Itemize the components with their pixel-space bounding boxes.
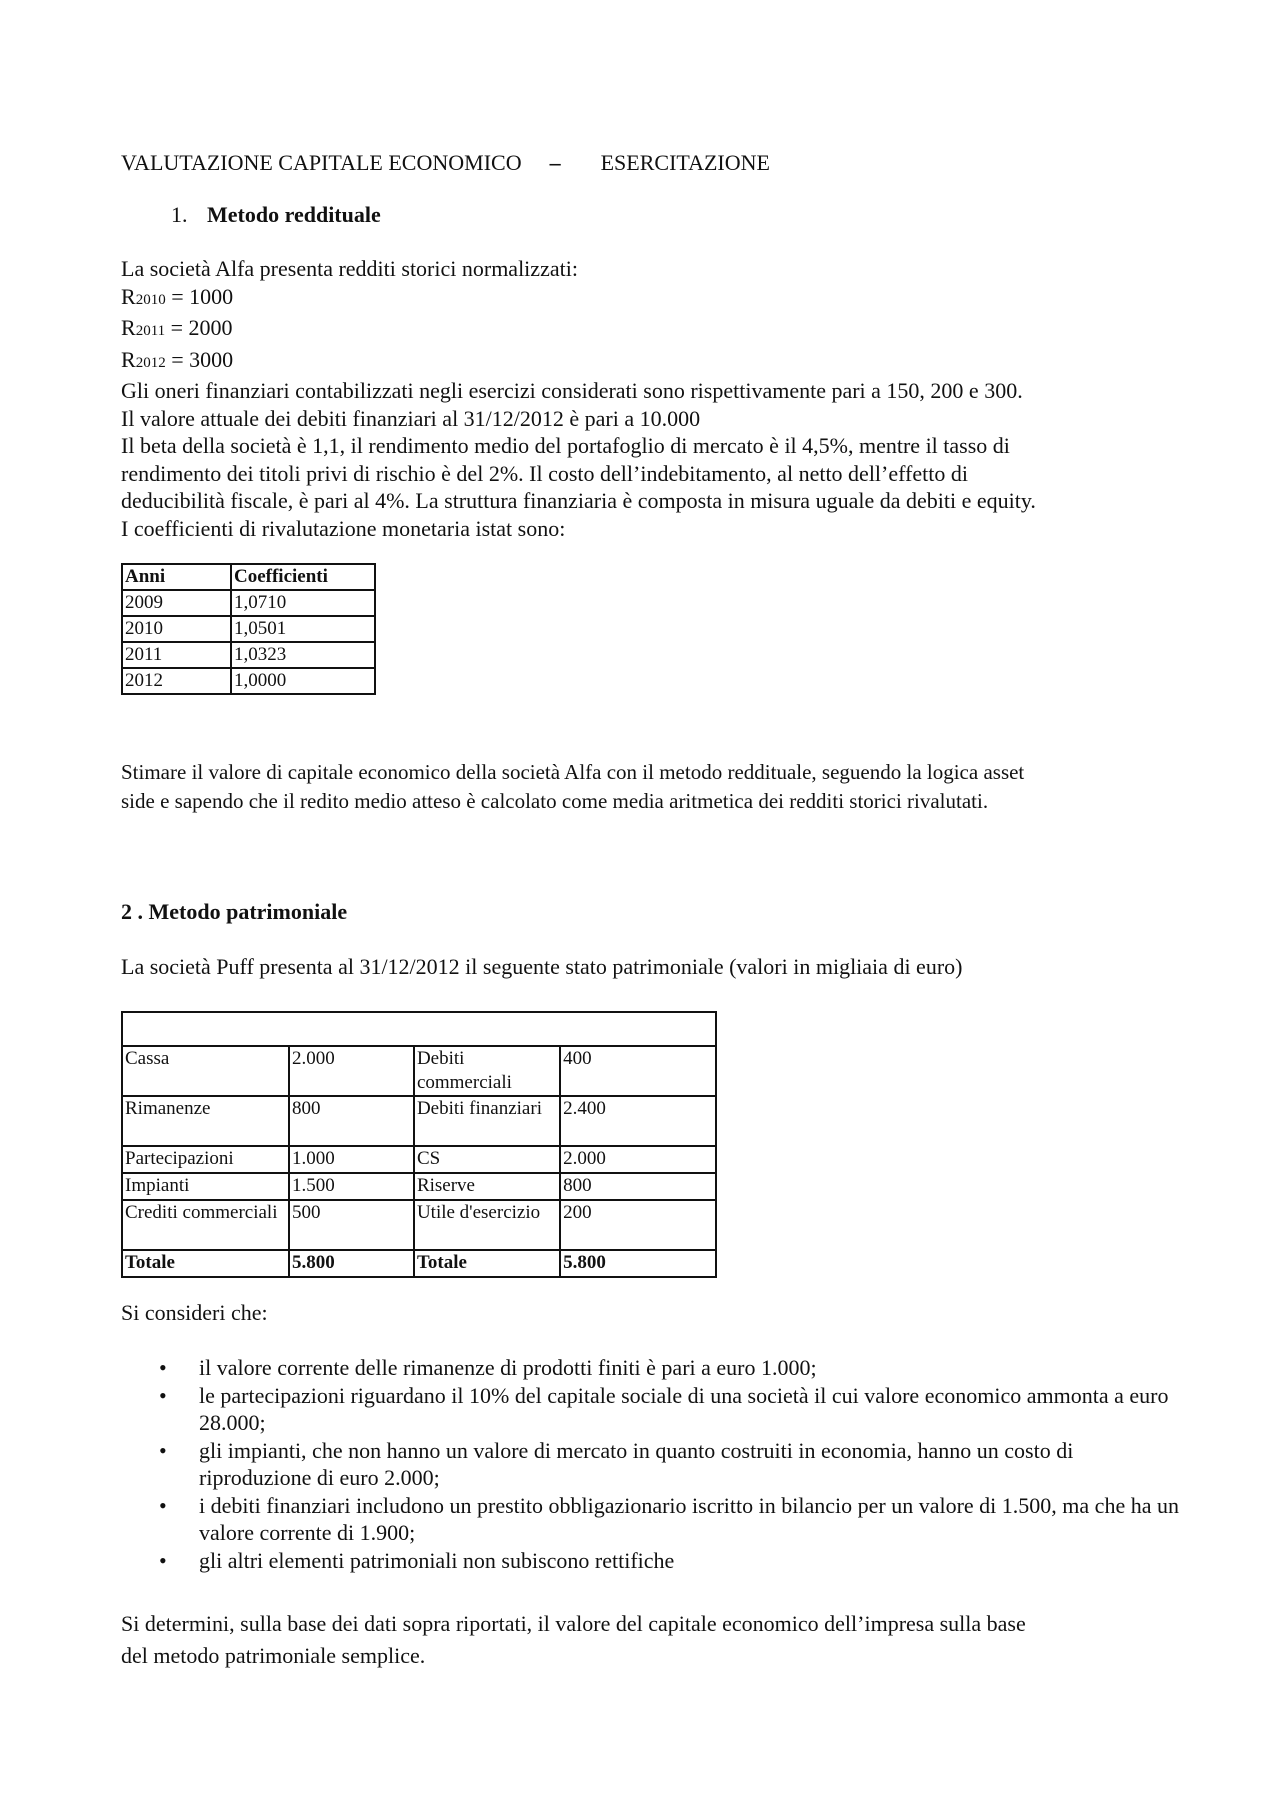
section1-task-line: Stimare il valore di capitale economico della società Alfa con il metodo reddituale, seguendo la logica asset bbox=[121, 760, 1025, 784]
table-cell: Crediti commerciali bbox=[122, 1200, 289, 1250]
bullet-icon: • bbox=[159, 1382, 167, 1408]
table-cell: 2.000 bbox=[289, 1046, 414, 1096]
table-cell: 2009 bbox=[122, 590, 231, 616]
document-title bbox=[121, 150, 770, 176]
reddito-line bbox=[121, 283, 1191, 315]
table-cell: Impianti bbox=[122, 1173, 289, 1200]
table-cell: 1.500 bbox=[289, 1173, 414, 1200]
list-item bbox=[121, 1382, 1191, 1437]
section2-bullet-list bbox=[121, 1354, 1191, 1574]
section2-consider: Si consideri che: bbox=[121, 1300, 268, 1325]
table-row bbox=[122, 1173, 716, 1200]
reddito-value: = 1000 bbox=[165, 283, 234, 309]
table-cell: Cassa bbox=[122, 1046, 289, 1096]
title-right: ESERCITAZIONE bbox=[600, 150, 770, 175]
table-row bbox=[122, 1146, 716, 1173]
section1-heading bbox=[171, 202, 381, 228]
section1-line: deducibilità fiscale, è pari al 4%. La struttura finanziaria è composta in misura uguale da debiti e equity. bbox=[121, 488, 1036, 513]
section1-number: 1. bbox=[171, 202, 188, 227]
reddito-year: 2010 bbox=[135, 291, 166, 308]
table-cell bbox=[122, 1012, 716, 1046]
section2-intro: La società Puff presenta al 31/12/2012 il seguente stato patrimoniale (valori in migliaia di euro) bbox=[121, 954, 963, 979]
list-item bbox=[121, 1437, 1191, 1492]
table-cell: Partecipazioni bbox=[122, 1146, 289, 1173]
table-cell: 2010 bbox=[122, 616, 231, 642]
bullet-icon: • bbox=[159, 1355, 167, 1380]
balance-sheet-table bbox=[121, 1011, 717, 1278]
section1-task-line: side e sapendo che il redito medio atteso è calcolato come media aritmetica dei redditi storici rivalutati. bbox=[121, 789, 989, 813]
reddito-symbol: R bbox=[121, 346, 136, 372]
list-item-text: il valore corrente delle rimanenze di prodotti finiti è pari a euro 1.000; bbox=[199, 1355, 817, 1380]
list-item-text: gli impianti, che non hanno un valore di mercato in quanto costruiti in economia, hanno un costo di riproduzione di euro 2.000; bbox=[199, 1437, 1074, 1490]
section1-line: rendimento dei titoli privi di rischio è del 2%. Il costo dell’indebitamento, al netto dell’effetto di bbox=[121, 460, 968, 486]
table-row bbox=[122, 1046, 716, 1096]
table-row bbox=[122, 1096, 716, 1146]
table-cell: 2.400 bbox=[560, 1096, 716, 1146]
list-item-text: i debiti finanziari includono un prestito obbligazionario iscritto in bilancio per un valore di 1.500, ma che ha un valore corrente di 1.900; bbox=[199, 1492, 1179, 1545]
table-header-cell: Coefficienti bbox=[231, 564, 375, 590]
table-cell: 2011 bbox=[122, 642, 231, 668]
table-cell: 400 bbox=[560, 1046, 716, 1096]
list-item-text: gli altri elementi patrimoniali non subiscono rettifiche bbox=[199, 1547, 675, 1573]
bullet-icon: • bbox=[159, 1547, 167, 1573]
table-cell: 1.000 bbox=[289, 1146, 414, 1173]
list-item-text: le partecipazioni riguardano il 10% del capitale sociale di una società il cui valore economico ammonta a euro 28.000; bbox=[199, 1382, 1169, 1435]
table-header-cell: Anni bbox=[122, 564, 231, 590]
table-row bbox=[122, 668, 375, 694]
list-item bbox=[121, 1354, 1191, 1382]
section1-heading-text: Metodo reddituale bbox=[207, 202, 381, 227]
reddito-symbol: R bbox=[121, 283, 136, 309]
table-row bbox=[122, 1200, 716, 1250]
reddito-line bbox=[121, 314, 1191, 346]
table-cell: 800 bbox=[560, 1173, 716, 1200]
section2-heading: 2 . Metodo patrimoniale bbox=[121, 899, 348, 924]
section2-conclusion-line: del metodo patrimoniale semplice. bbox=[121, 1643, 426, 1668]
table-cell: 500 bbox=[289, 1200, 414, 1250]
reddito-year: 2012 bbox=[135, 354, 166, 371]
list-item bbox=[121, 1492, 1191, 1547]
coefficients-table bbox=[121, 563, 376, 695]
bullet-icon: • bbox=[159, 1492, 167, 1518]
table-cell: 800 bbox=[289, 1096, 414, 1146]
table-cell: 5.800 bbox=[289, 1250, 414, 1277]
section1-line: Gli oneri finanziari contabilizzati negli esercizi considerati sono rispettivamente pari a 150, 200 e 300. bbox=[121, 378, 1023, 403]
title-left: VALUTAZIONE CAPITALE ECONOMICO bbox=[121, 150, 522, 175]
table-cell: Totale bbox=[414, 1250, 560, 1277]
reddito-value: = 3000 bbox=[165, 346, 234, 372]
bullet-icon: • bbox=[159, 1437, 167, 1463]
table-cell: Debiti finanziari bbox=[414, 1096, 560, 1146]
table-cell: 1,0000 bbox=[231, 668, 375, 694]
table-row bbox=[122, 616, 375, 642]
section1-line: I coefficienti di rivalutazione monetaria istat sono: bbox=[121, 515, 566, 541]
reddito-symbol: R bbox=[121, 315, 136, 340]
section2-conclusion-line: Si determini, sulla base dei dati sopra riportati, il valore del capitale economico dell’impresa sulla base bbox=[121, 1611, 1026, 1636]
table-row bbox=[122, 590, 375, 616]
table-total-row bbox=[122, 1250, 716, 1277]
table-row bbox=[122, 642, 375, 668]
table-cell: Utile d'esercizio bbox=[414, 1200, 560, 1250]
section1-line: Il beta della società è 1,1, il rendimento medio del portafoglio di mercato è il 4,5%, mentre il tasso di bbox=[121, 433, 1010, 458]
table-cell: Rimanenze bbox=[122, 1096, 289, 1146]
section1-line: Il valore attuale dei debiti finanziari al 31/12/2012 è pari a 10.000 bbox=[121, 405, 701, 431]
reddito-year: 2011 bbox=[135, 323, 166, 339]
table-cell: CS bbox=[414, 1146, 560, 1173]
table-empty-header-row bbox=[122, 1012, 716, 1046]
table-cell: 5.800 bbox=[560, 1250, 716, 1277]
section1-task bbox=[121, 758, 1191, 816]
table-cell: 1,0710 bbox=[231, 590, 375, 616]
table-cell: 2.000 bbox=[560, 1146, 716, 1173]
section2-conclusion bbox=[121, 1608, 1191, 1672]
table-cell: 1,0323 bbox=[231, 642, 375, 668]
section1-body bbox=[121, 255, 1191, 542]
table-cell: 2012 bbox=[122, 668, 231, 694]
table-cell: Riserve bbox=[414, 1173, 560, 1200]
title-dash: – bbox=[549, 150, 561, 175]
table-cell: 1,0501 bbox=[231, 616, 375, 642]
reddito-value: = 2000 bbox=[165, 315, 233, 340]
table-header-row bbox=[122, 564, 375, 590]
list-item bbox=[121, 1547, 1191, 1575]
reddito-line bbox=[121, 346, 1191, 378]
table-cell: Debiti commerciali bbox=[414, 1046, 560, 1096]
table-cell: Totale bbox=[122, 1250, 289, 1277]
section1-intro: La società Alfa presenta redditi storici normalizzati: bbox=[121, 256, 578, 281]
table-cell: 200 bbox=[560, 1200, 716, 1250]
